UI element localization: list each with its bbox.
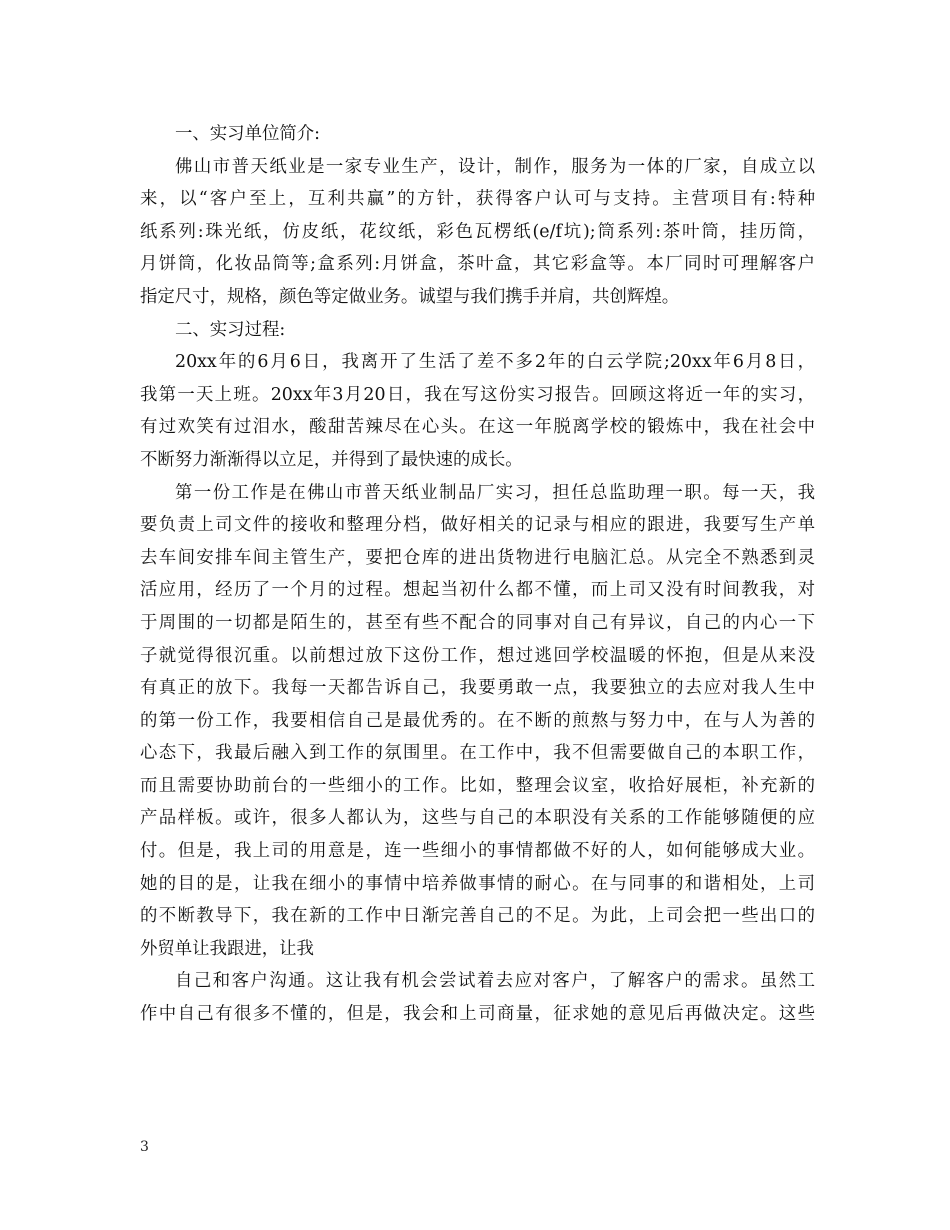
paragraph-line: 心态下，我最后融入到工作的氛围里。在工作中，我不但需要做自己的本职工作， <box>140 743 815 764</box>
section-heading-internship-process: 二、实习过程: <box>175 319 286 340</box>
paragraph-line: 自己和客户沟通。这让我有机会尝试着去应对客户，了解客户的需求。虽然工 <box>175 971 815 992</box>
paragraph-line: 20xx年的6月6日，我离开了生活了差不多2年的白云学院;20xx年6月8日， <box>175 352 815 373</box>
paragraph-line: 佛山市普天纸业是一家专业生产，设计，制作，服务为一体的厂家，自成立以 <box>175 156 815 177</box>
paragraph-line: 付。但是，我上司的用意是，连一些细小的事情都做不好的人，如何能够成大业。 <box>140 841 815 862</box>
paragraph-line: 指定尺寸，规格，颜色等定做业务。诚望与我们携手并肩，共创辉煌。 <box>140 286 680 307</box>
paragraph-line: 她的目的是，让我在细小的事情中培养做事情的耐心。在与同事的和谐相处，上司 <box>140 873 815 894</box>
paragraph-line: 活应用，经历了一个月的过程。想起当初什么都不懂，而上司又没有时间教我，对 <box>140 580 815 601</box>
paragraph-line: 外贸单让我跟进，让我 <box>140 938 314 959</box>
paragraph-line: 月饼筒，化妆品筒等;盒系列:月饼盒，茶叶盒，其它彩盒等。本厂同时可理解客户 <box>140 254 815 275</box>
paragraph-line: 作中自己有很多不懂的，但是，我会和上司商量，征求她的意见后再做决定。这些 <box>140 1004 815 1025</box>
page-number: 3 <box>140 1139 149 1155</box>
paragraph-line: 的第一份工作，我要相信自己是最优秀的。在不断的煎熬与努力中，在与人为善的 <box>140 710 815 731</box>
paragraph-line: 有真正的放下。我每一天都告诉自己，我要勇敢一点，我要独立的去应对我人生中 <box>140 678 815 699</box>
section-heading-unit-intro: 一、实习单位简介: <box>175 124 320 144</box>
paragraph-line: 产品样板。或许，很多人都认为，这些与自己的本职没有关系的工作能够随便的应 <box>140 808 815 829</box>
paragraph-line: 于周围的一切都是陌生的，甚至有些不配合的同事对自己有异议，自己的内心一下 <box>140 612 815 633</box>
paragraph-line: 纸系列:珠光纸，仿皮纸，花纹纸，彩色瓦楞纸(e/f坑);筒系列:茶叶筒，挂历筒， <box>140 221 815 242</box>
report-body <box>140 118 815 1031</box>
paragraph-line: 要负责上司文件的接收和整理分档，做好相关的记录与相应的跟进，我要写生产单 <box>140 515 815 536</box>
paragraph-line: 子就觉得很沉重。以前想过放下这份工作，想过逃回学校温暖的怀抱，但是从来没 <box>140 645 815 666</box>
paragraph-line: 而且需要协助前台的一些细小的工作。比如，整理会议室，收拾好展柜，补充新的 <box>140 775 815 796</box>
paragraph-line: 有过欢笑有过泪水，酸甜苦辣尽在心头。在这一年脱离学校的锻炼中，我在社会中 <box>140 417 815 438</box>
paragraph-line: 的不断教导下，我在新的工作中日渐完善自己的不足。为此，上司会把一些出口的 <box>140 906 815 927</box>
paragraph-line: 来，以“客户至上，互利共赢”的方针，获得客户认可与支持。主营项目有:特种 <box>140 189 815 210</box>
paragraph-line: 去车间安排车间主管生产，要把仓库的进出货物进行电脑汇总。从完全不熟悉到灵 <box>140 547 815 568</box>
paragraph-line: 第一份工作是在佛山市普天纸业制品厂实习，担任总监助理一职。每一天，我 <box>175 482 815 503</box>
paragraph-line: 不断努力渐渐得以立足，并得到了最快速的成长。 <box>140 449 523 470</box>
paragraph-line: 我第一天上班。20xx年3月20日，我在写这份实习报告。回顾这将近一年的实习， <box>140 384 815 405</box>
